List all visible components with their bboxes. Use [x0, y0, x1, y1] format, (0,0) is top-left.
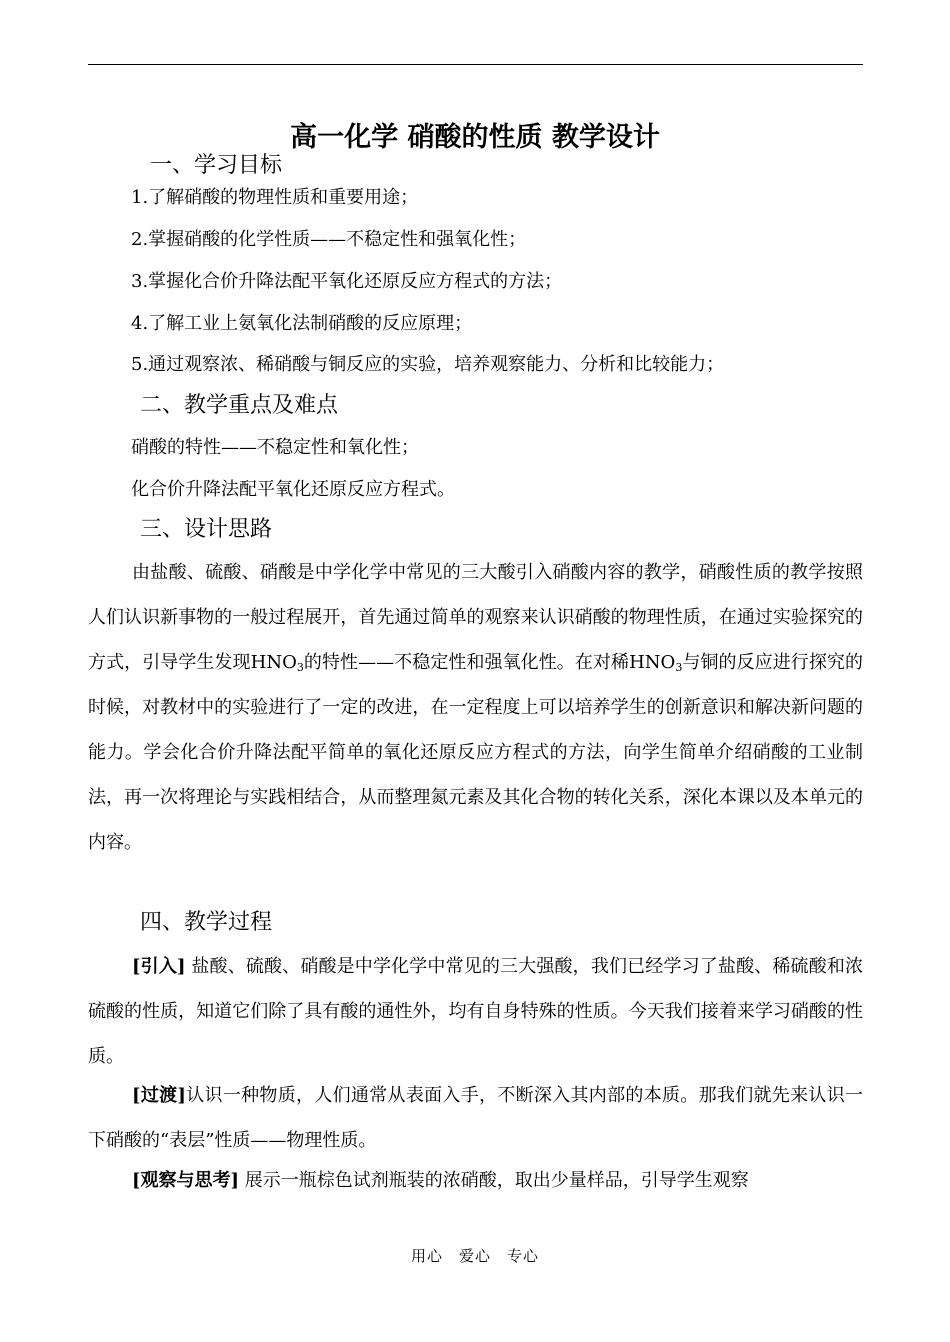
page-footer: 用心 爱心 专心 [410, 1247, 539, 1265]
intro-text: 盐酸、硫酸、硝酸是中学化学中常见的三大强酸，我们已经学习了盐酸、稀硫酸和浓硫酸的性质，知道它们除了具有酸的通性外，均有自身特殊的性质。今天我们接着来学习硝酸的性质。 [88, 956, 864, 1067]
goal-item-5: 5.通过观察浓、稀硝酸与铜反应的实验，培养观察能力、分析和比较能力； [131, 354, 725, 375]
goal-item-4: 4.了解工业上氨氧化法制硝酸的反应原理； [131, 313, 473, 334]
design-text-part-3: 与铜的反应进行探究的时候，对教材中的实验进行了一定的改进，在一定程度上可以培养学生的创新意识和解决新问题的能力。学会化合价升降法配平简单的氧化还原反应方程式的方法，向学生简单介绍硝酸的工业制法，再一次将理论与实践相结合，从而整理氮元素及其化合物的转化关系，深化本课以及本单元的内容。 [88, 652, 864, 853]
design-text-part-2: 的特性——不稳定性和强氧化性。在对稀 [303, 652, 630, 673]
section-heading-learning-goals: 一、学习目标 [150, 153, 283, 178]
key-point-2: 化合价升降法配平氧化还原反应方程式。 [131, 479, 455, 500]
intro-paragraph [88, 944, 863, 1079]
goal-item-1: 1.了解硝酸的物理性质和重要用途； [131, 187, 419, 208]
section-heading-key-points: 二、教学重点及难点 [140, 393, 339, 418]
document-title: 高一化学 硝酸的性质 教学设计 [290, 122, 660, 153]
section-heading-teaching-process: 四、教学过程 [140, 910, 273, 935]
goal-item-3: 3.掌握化合价升降法配平氧化还原反应方程式的方法； [131, 271, 563, 292]
observe-text: 展示一瓶棕色试剂瓶装的浓硝酸，取出少量样品，引导学生观察 [239, 1170, 749, 1191]
observe-paragraph [88, 1158, 863, 1203]
section-heading-design-idea: 三、设计思路 [140, 517, 273, 542]
goal-item-2: 2.掌握硝酸的化学性质——不稳定性和强氧化性； [131, 229, 527, 250]
formula-hno3-1: $HNO_3$ [250, 652, 304, 674]
header-rule [88, 64, 863, 65]
intro-tag: [引入] [132, 956, 186, 977]
transition-text: 认识一种物质，人们通常从表面入手，不断深入其内部的本质。那我们就先来认识一下硝酸的“表层”性质——物理性质。 [88, 1085, 863, 1151]
design-text-part-1: 由盐酸、硫酸、硝酸是中学化学中常见的三大酸引入硝酸内容的教学，硝酸性质的教学按照人们认识新事物的一般过程展开，首先通过简单的观察来认识硝酸的物理性质，在通过实验探究的方式，引导学生发现 [88, 562, 863, 673]
observe-tag: [观察与思考] [132, 1170, 240, 1191]
design-idea-paragraph [88, 550, 863, 865]
formula-hno3-2: $HNO_3$ [629, 652, 683, 674]
transition-paragraph [88, 1073, 863, 1163]
key-point-1: 硝酸的特性——不稳定性和氧化性； [131, 437, 419, 458]
transition-tag: [过渡] [132, 1085, 186, 1106]
